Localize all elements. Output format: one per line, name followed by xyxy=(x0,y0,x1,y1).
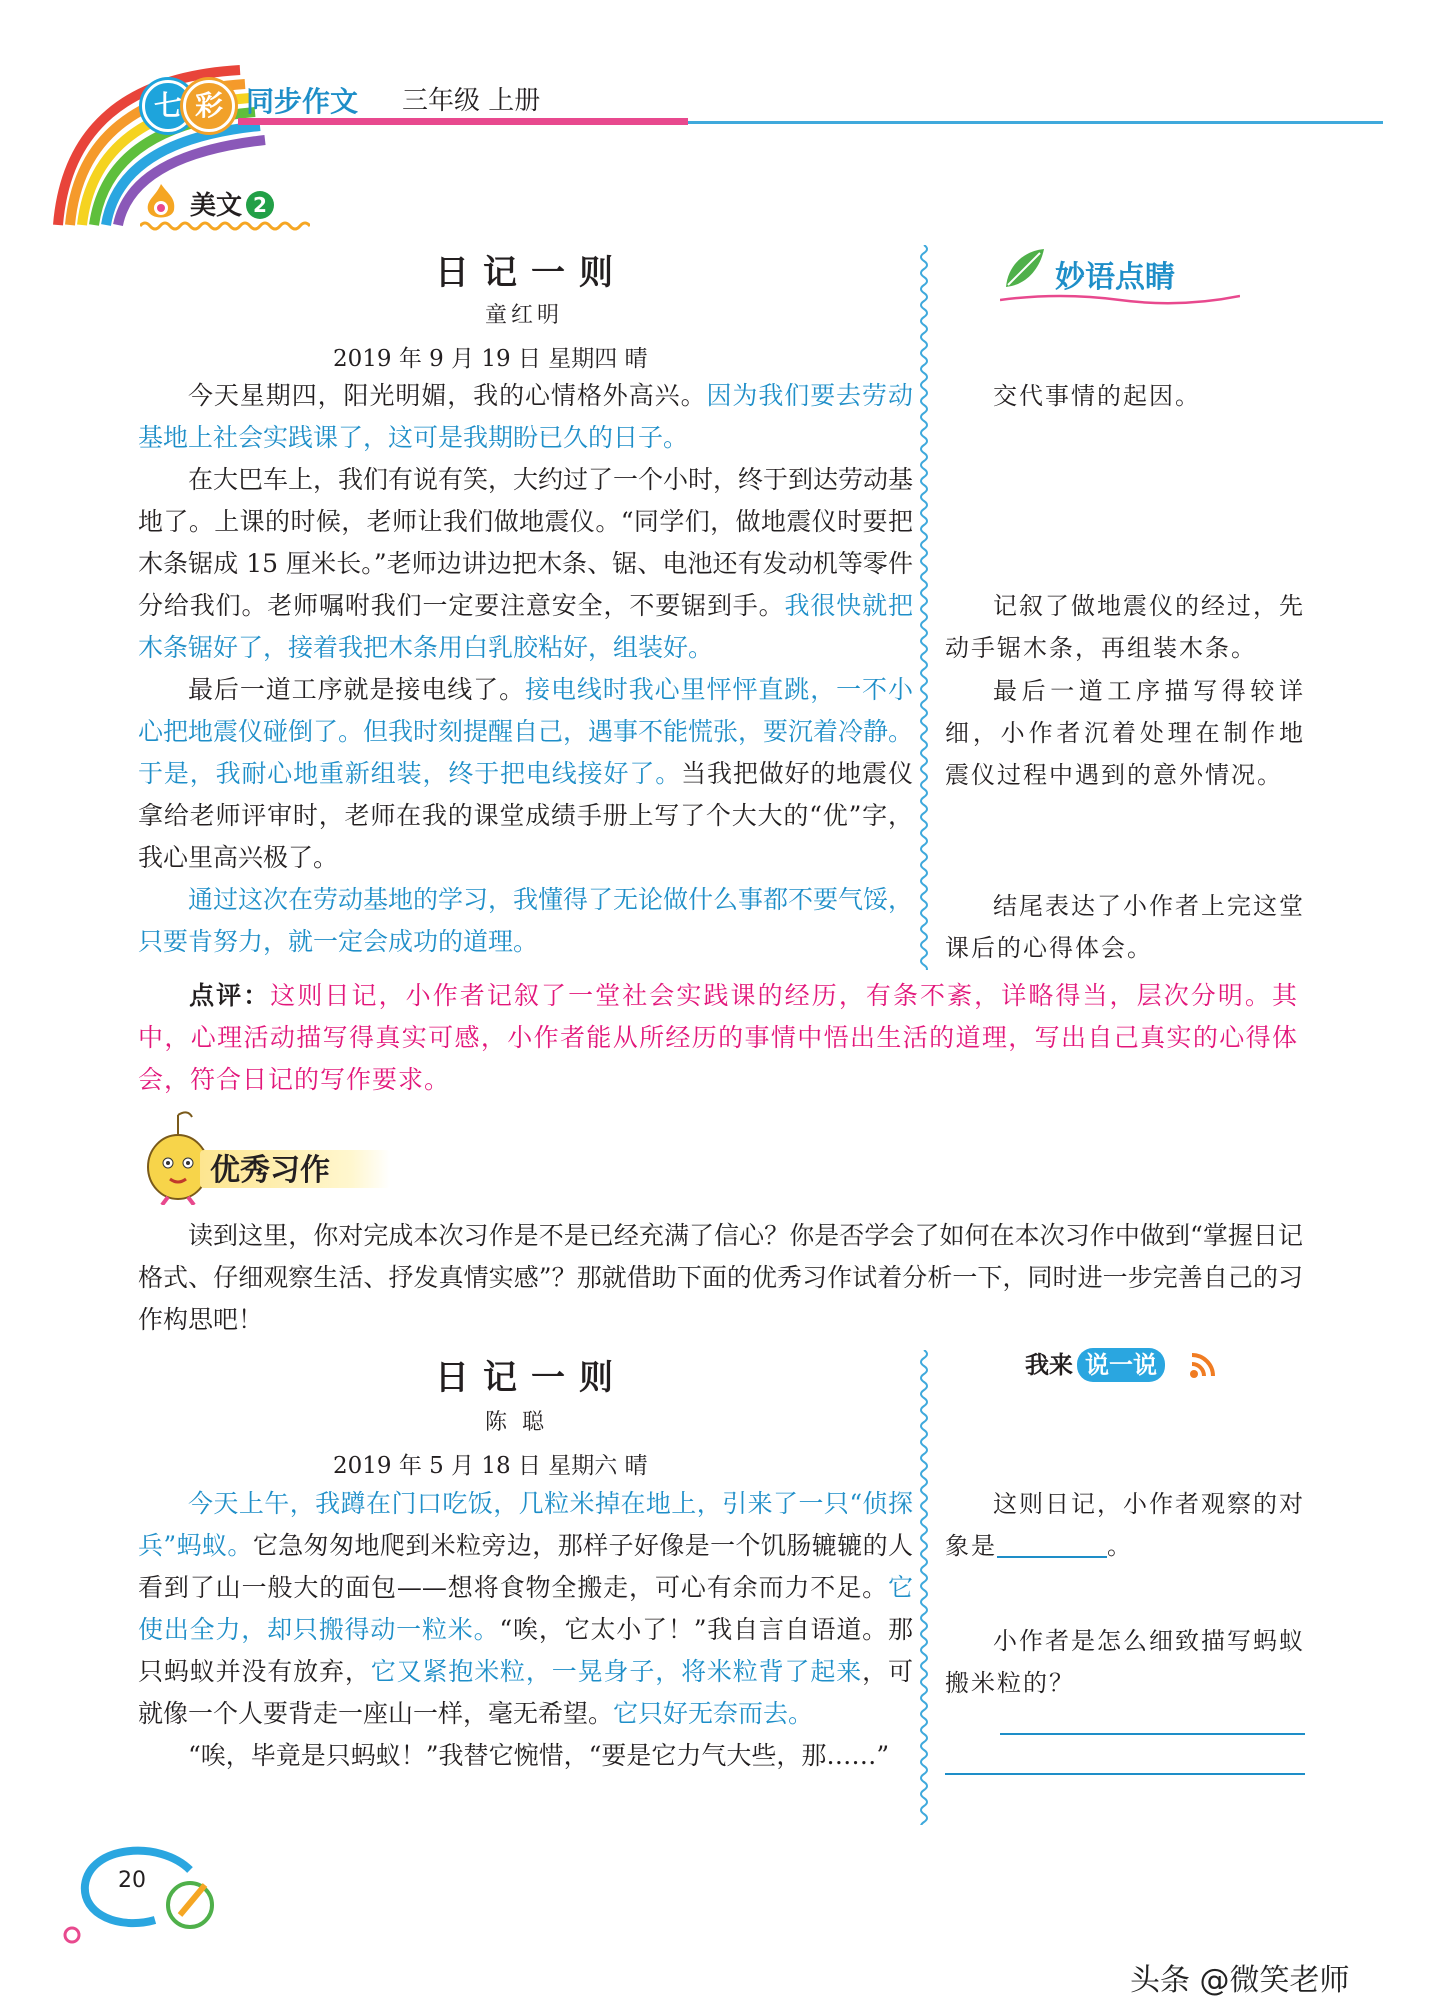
answer-line-2[interactable] xyxy=(945,1773,1305,1775)
article1-paragraph xyxy=(138,669,913,879)
question-2-text: 小作者是怎么细致描写蚂蚁搬米粒的？ xyxy=(945,1627,1305,1697)
highlighted-sentence: 我很快就把木条锯好了，接着我把木条用白乳胶粘好，组装好。 xyxy=(138,591,913,662)
sentence: 当我把做好的地震仪拿给老师评审时，老师在我的课堂成绩手册上写了个大大的“优”字，我心里高兴极了。 xyxy=(138,759,913,872)
article2-dateline: 2019 年 5 月 18 日 星期六 晴 xyxy=(333,1453,648,1479)
highlighted-sentence: 今天上午，我蹲在门口吃饭，几粒米掉在地上，引来了一只“侦探兵”蚂蚁。 xyxy=(138,1489,913,1560)
question-2 xyxy=(945,1620,1305,1704)
article2-author: 陈 聪 xyxy=(485,1410,548,1435)
sentence: ，可就像一个人要背走一座山一样，毫无希望。 xyxy=(138,1657,913,1728)
highlighted-sentence: 接电线时我心里怦怦直跳，一不小心把地震仪碰倒了。但我时刻提醒自己，遇事不能慌张，要沉着冷静。于是，我耐心地重新组装，终于把电线接好了。 xyxy=(138,675,914,788)
sidebar-title-miaoyu: 妙语点睛 xyxy=(1055,260,1175,295)
sentence: “唉，毕竟是只蚂蚁！”我替它惋惜，“要是它力气大些，那……” xyxy=(188,1741,890,1770)
article1-paragraph xyxy=(138,375,913,459)
sentence: 它急匆匆地爬到米粒旁边，那样子好像是一个饥肠辘辘的人看到了山一般大的面包——想将食物全搬走，可心有余而力不足。 xyxy=(138,1531,913,1602)
highlighted-sentence: 通过这次在劳动基地的学习，我懂得了无论做什么事都不要气馁，只要肯努力，就一定会成功的道理。 xyxy=(138,885,914,956)
answer-line-1[interactable] xyxy=(1000,1733,1305,1735)
sidebar-pill: 说一说 xyxy=(1077,1348,1165,1382)
sentence: 在大巴车上，我们有说有笑，大约过了一个小时，终于到达劳动基地了。上课的时候，老师让我们做地震仪。“同学们，做地震仪时要把木条锯成 15 厘米长。”老师边讲边把木条、锯、电池还有发动机等零件分给我们。老师嘱咐我们一定要注意安全，不要锯到手。 xyxy=(138,465,914,620)
side-note-4-text: 结尾表达了小作者上完这堂课后的心得体会。 xyxy=(945,892,1305,962)
article1-body xyxy=(138,375,913,963)
sidebar-prefix: 我来 xyxy=(1025,1350,1073,1379)
side-note-4 xyxy=(945,885,1305,969)
article1-title: 日记一则 xyxy=(435,253,627,293)
highlighted-sentence: 因为我们要去劳动基地上社会实践课了，这可是我期盼已久的日子。 xyxy=(138,381,913,452)
article1-divider xyxy=(918,245,930,970)
side-note-1 xyxy=(945,375,1305,417)
watermark: 头条 @微笑老师 xyxy=(1130,1963,1350,1998)
sentence: 今天星期四，阳光明媚，我的心情格外高兴。 xyxy=(188,381,707,410)
rss-icon xyxy=(1188,1350,1218,1380)
series-badge-2: 彩 xyxy=(183,80,235,132)
side-note-3 xyxy=(945,670,1305,796)
side-note-2 xyxy=(945,585,1305,669)
article2-body xyxy=(138,1483,913,1777)
flame-icon xyxy=(138,180,184,224)
sentence: 最后一道工序就是接电线了。 xyxy=(188,675,526,704)
page-number: 20 xyxy=(118,1868,146,1893)
section-label-text: 美文 xyxy=(190,191,243,221)
article2-paragraph xyxy=(138,1483,913,1735)
sidebar-title-shuoyishuo xyxy=(1025,1345,1165,1382)
section2-intro xyxy=(138,1215,1303,1341)
section2-label: 优秀习作 xyxy=(210,1153,330,1188)
article1-author: 童红明 xyxy=(485,303,564,328)
section-number-badge: 2 xyxy=(246,191,274,219)
question-1-answer-blank[interactable] xyxy=(997,1532,1107,1558)
article2-paragraph xyxy=(138,1735,913,1777)
highlighted-sentence: 它使出全力，却只搬得动一粒米。 xyxy=(138,1573,913,1644)
page-number-swirl xyxy=(60,1840,220,1950)
comment-label: 点评： xyxy=(188,981,271,1010)
grade-label: 三年级 上册 xyxy=(402,86,541,116)
article1-paragraph xyxy=(138,459,913,669)
article1-dateline: 2019 年 9 月 19 日 星期四 晴 xyxy=(333,346,648,372)
question-1 xyxy=(945,1483,1305,1567)
article1-comment xyxy=(138,975,1298,1101)
series-title: 同步作文 xyxy=(246,85,359,118)
wave-underline xyxy=(140,220,310,232)
comment-text: 这则日记，小作者记叙了一堂社会实践课的经历，有条不紊，详略得当，层次分明。其中，心理活动描写得真实可感，小作者能从所经历的事情中悟出生活的道理，写出自己真实的心得体会，符合日记的写作要求。 xyxy=(138,981,1298,1094)
article1-paragraph xyxy=(138,879,913,963)
highlighted-sentence: 它又紧抱米粒，一晃身子，将米粒背了起来 xyxy=(370,1657,863,1686)
side-note-3-text: 最后一道工序描写得较详细，小作者沉着处理在制作地震仪过程中遇到的意外情况。 xyxy=(945,677,1305,789)
question-1-text: 这则日记，小作者观察的对象是 xyxy=(945,1490,1305,1560)
highlighted-sentence: 它只好无奈而去。 xyxy=(613,1699,814,1728)
leaf-icon xyxy=(1000,245,1048,293)
sidebar-title-underline xyxy=(1000,290,1240,306)
section-label-meiwen xyxy=(190,185,274,222)
intro-text: 读到这里，你对完成本次习作是不是已经充满了信心？你是否学会了如何在本次习作中做到“掌握日记格式、仔细观察生活、抒发真情实感”？那就借助下面的优秀习作试着分析一下，同时进一步完善自己的习作构思吧！ xyxy=(138,1221,1303,1334)
article2-divider xyxy=(918,1350,930,1825)
question-1-end: 。 xyxy=(1107,1532,1133,1560)
sentence: “唉，它太小了！”我自言自语道。那只蚂蚁并没有放弃， xyxy=(138,1615,913,1686)
series-badge-1: 七 xyxy=(142,80,194,132)
header-line-blue xyxy=(688,121,1383,124)
article2-title: 日记一则 xyxy=(435,1358,627,1398)
side-note-2-text: 记叙了做地震仪的经过，先动手锯木条，再组装木条。 xyxy=(945,592,1305,662)
side-note-1-text: 交代事情的起因。 xyxy=(993,382,1201,410)
